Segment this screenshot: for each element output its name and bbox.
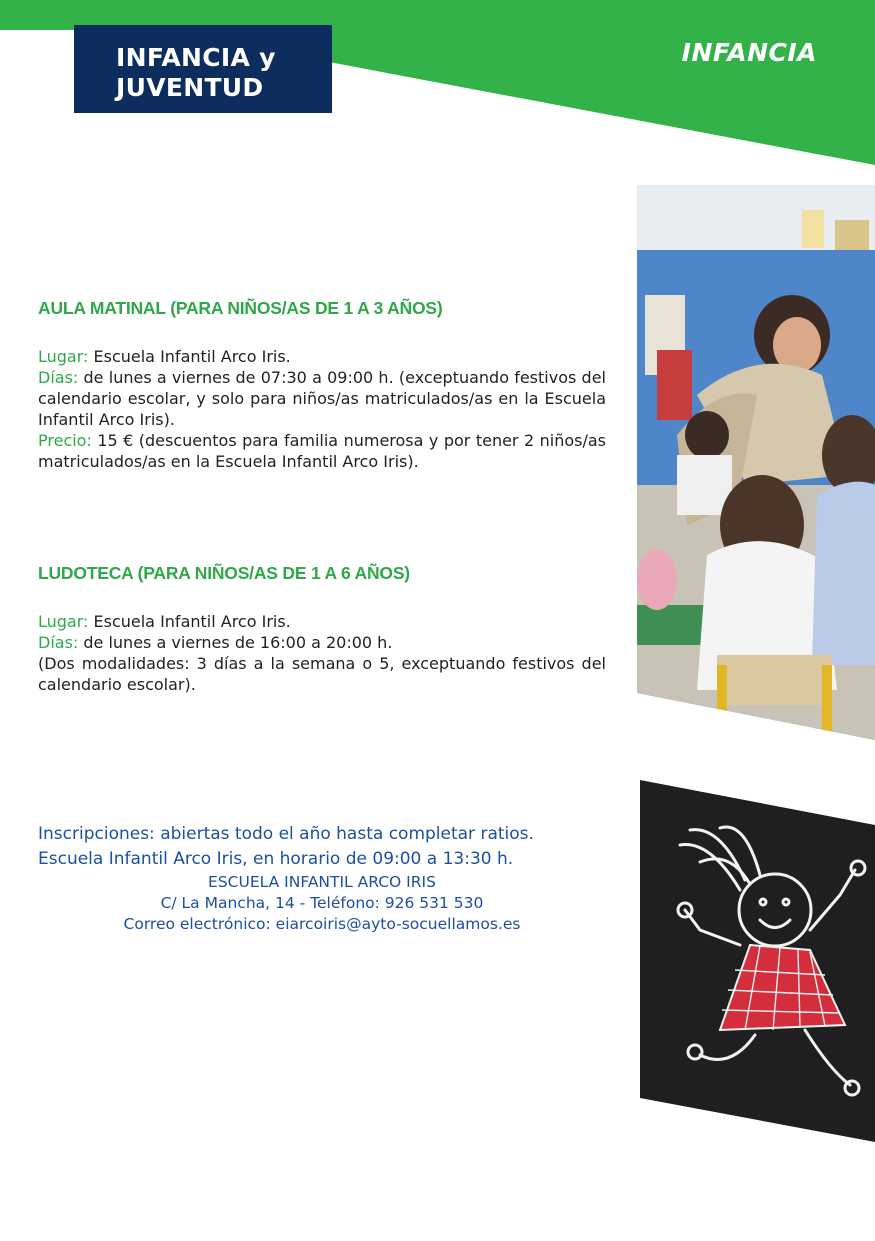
school-name: ESCUELA INFANTIL ARCO IRIS: [208, 873, 436, 891]
ludoteca-heading: LUDOTECA (PARA NIÑOS/AS DE 1 A 6 AÑOS): [38, 563, 410, 583]
category-title: INFANCIA: [681, 38, 817, 67]
aula-matinal-precio: Precio: 15 € (descuentos para familia numerosa y por tener 2 niños/as matriculados/as en la Escuela Infantil Arco Iris).: [38, 431, 606, 471]
aula-matinal-heading: AULA MATINAL (PARA NIÑOS/AS DE 1 A 3 AÑOS): [38, 298, 443, 318]
ludoteca-modalidades: (Dos modalidades: 3 días a la semana o 5, exceptuando festivos del calendario escolar).: [38, 654, 606, 694]
horario-text: Escuela Infantil Arco Iris, en horario de 09:00 a 13:30 h.: [38, 849, 514, 869]
section-title-line1: INFANCIA y: [116, 43, 276, 72]
aula-matinal-dias: Días: de lunes a viernes de 07:30 a 09:00 h. (exceptuando festivos del calendario escolar, y solo para niños/as matriculados/as en la Escuela Infantil Arco Iris).: [38, 368, 606, 429]
email-text[interactable]: Correo electrónico: eiarcoiris@ayto-socuellamos.es: [123, 915, 521, 933]
child-drawing-icon: [640, 780, 875, 1142]
inscripciones-text: Inscripciones: abiertas todo el año hasta completar ratios.: [38, 824, 534, 844]
contact-info: [38, 822, 606, 935]
address-phone: C/ La Mancha, 14 - Teléfono: 926 531 530: [160, 894, 484, 912]
ludoteca-lugar: Lugar: Escuela Infantil Arco Iris.: [38, 612, 291, 631]
classroom-photo: [637, 185, 875, 740]
ludoteca-details: [38, 611, 606, 695]
aula-matinal-lugar: Lugar: Escuela Infantil Arco Iris.: [38, 347, 291, 366]
section-badge: [74, 25, 332, 113]
section-title-line2: JUVENTUD: [116, 73, 264, 102]
ludoteca-dias: Días: de lunes a viernes de 16:00 a 20:00 h.: [38, 633, 393, 652]
aula-matinal-details: [38, 346, 606, 472]
